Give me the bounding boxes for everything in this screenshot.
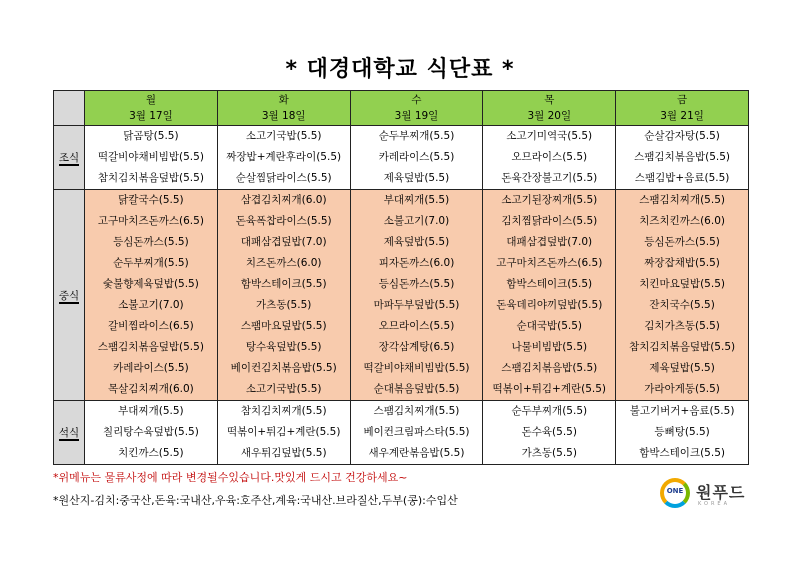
menu-item: 소고기된장찌개(5.5)	[501, 194, 598, 206]
menu-item: 부대찌개(5.5)	[383, 194, 450, 206]
menu-item: 제육덮밥(5.5)	[383, 236, 450, 248]
lunch-row	[54, 190, 749, 401]
menu-item: 카레라이스(5.5)	[378, 151, 455, 163]
menu-cell	[85, 126, 218, 190]
brand-logo	[660, 478, 750, 512]
menu-item: 돈육데리야끼덮밥(5.5)	[496, 299, 603, 311]
menu-item: 마파두부덮밥(5.5)	[373, 299, 460, 311]
meal-label-dinner: 석식	[54, 401, 85, 465]
menu-item: 치즈치킨까스(6.0)	[639, 215, 725, 227]
menu-cell	[616, 190, 749, 401]
menu-item: 등심돈까스(5.5)	[378, 278, 455, 290]
menu-item: 닭칼국수(5.5)	[118, 194, 184, 206]
menu-item: 순두부찌개(5.5)	[113, 257, 189, 269]
menu-item: 삼겹김치찌개(6.0)	[240, 194, 327, 206]
menu-item: 떡갈비야채비빔밥(5.5)	[97, 151, 204, 163]
menu-item: 탕수육덮밥(5.5)	[245, 341, 322, 353]
menu-item: 칠리탕수육덮밥(5.5)	[102, 426, 199, 438]
menu-item: 스팸김밥+음료(5.5)	[634, 172, 730, 184]
menu-item: 스팸김치찌개(5.5)	[639, 194, 725, 206]
menu-item: 잔치국수(5.5)	[649, 299, 715, 311]
menu-item: 짜장밥+계란후라이(5.5)	[226, 151, 342, 163]
menu-item: 순대국밥(5.5)	[516, 320, 583, 332]
menu-item: 김치찜닭라이스(5.5)	[501, 215, 598, 227]
menu-cell	[85, 401, 218, 465]
menu-item: 닭곰탕(5.5)	[123, 130, 179, 142]
menu-item: 돈육간장불고기(5.5)	[501, 172, 598, 184]
menu-item: 치킨마요덮밥(5.5)	[639, 278, 725, 290]
menu-item: 스팸김치볶음밥(5.5)	[634, 151, 731, 163]
menu-item: 대패삼겹덮밥(7.0)	[506, 236, 593, 248]
menu-item: 스팸김치볶음밥(5.5)	[501, 362, 598, 374]
menu-item: 순두부찌개(5.5)	[511, 405, 588, 417]
logo-mark: ONE	[666, 487, 684, 495]
menu-item: 떡갈비야채비빔밥(5.5)	[363, 362, 470, 374]
menu-cell	[483, 401, 616, 465]
menu-item: 피자돈까스(6.0)	[378, 257, 455, 269]
breakfast-row	[54, 126, 749, 190]
meal-label-lunch: 중식	[54, 190, 85, 401]
meal-label-breakfast: 조식	[54, 126, 85, 190]
menu-item: 장각삼계탕(6.5)	[378, 341, 455, 353]
corner-cell	[54, 91, 85, 126]
menu-item: 순두부찌개(5.5)	[378, 130, 455, 142]
menu-item: 스팸김치볶음덮밥(5.5)	[97, 341, 204, 353]
day-header-mon: 월 3월 17일	[85, 91, 218, 126]
menu-cell	[483, 190, 616, 401]
menu-cell	[85, 190, 218, 401]
menu-item: 고구마치즈돈까스(6.5)	[97, 215, 204, 227]
menu-item: 치즈돈까스(6.0)	[245, 257, 322, 269]
logo-name: 원푸드	[696, 483, 746, 502]
menu-item: 스팸김치찌개(5.5)	[373, 405, 460, 417]
menu-item: 돈수육(5.5)	[521, 426, 577, 438]
menu-item: 나물비빔밥(5.5)	[511, 341, 588, 353]
day-header-wed: 수 3월 19일	[350, 91, 483, 126]
menu-item: 오므라이스(5.5)	[378, 320, 455, 332]
menu-cell	[350, 401, 483, 465]
menu-item: 숯불향제육덮밥(5.5)	[102, 278, 199, 290]
menu-cell	[483, 126, 616, 190]
menu-cell	[616, 126, 749, 190]
menu-item: 함박스테이크(5.5)	[240, 278, 327, 290]
menu-item: 고구마치즈돈까스(6.5)	[496, 257, 603, 269]
menu-item: 순살감자탕(5.5)	[644, 130, 720, 142]
menu-item: 소고기국밥(5.5)	[245, 130, 322, 142]
menu-item: 함박스테이크(5.5)	[506, 278, 593, 290]
menu-item: 대패삼겹덮밥(7.0)	[240, 236, 327, 248]
menu-item: 카레라이스(5.5)	[113, 362, 189, 374]
page-title: * 대경대학교 식단표 *	[285, 57, 515, 82]
menu-cell	[217, 401, 350, 465]
menu-item: 갈비찜라이스(6.5)	[108, 320, 194, 332]
day-header-tue: 화 3월 18일	[217, 91, 350, 126]
menu-item: 참치김치볶음덮밥(5.5)	[97, 172, 204, 184]
logo-sub: KOREA	[698, 501, 730, 507]
menu-item: 불고기버거+음료(5.5)	[629, 405, 735, 417]
menu-item: 제육덮밥(5.5)	[649, 362, 715, 374]
menu-item: 소고기미역국(5.5)	[506, 130, 593, 142]
menu-item: 돈육폭찹라이스(5.5)	[235, 215, 332, 227]
menu-item: 가츠동(5.5)	[256, 299, 312, 311]
menu-item: 가츠동(5.5)	[521, 447, 577, 459]
menu-item: 참치김치볶음덮밥(5.5)	[629, 341, 736, 353]
menu-item: 소불고기(7.0)	[383, 215, 450, 227]
menu-item: 베이컨김치볶음밥(5.5)	[230, 362, 337, 374]
menu-item: 부대찌개(5.5)	[118, 405, 184, 417]
menu-item: 등심돈까스(5.5)	[113, 236, 189, 248]
menu-item: 소불고기(7.0)	[118, 299, 184, 311]
menu-item: 순살찜닭라이스(5.5)	[235, 172, 332, 184]
menu-item: 새우튀김덮밥(5.5)	[240, 447, 327, 459]
dinner-row	[54, 401, 749, 465]
menu-item: 떡볶이+튀김+계란(5.5)	[492, 383, 607, 395]
menu-cell	[350, 190, 483, 401]
menu-cell	[616, 401, 749, 465]
menu-item: 순대볶음덮밥(5.5)	[373, 383, 460, 395]
menu-item: 소고기국밥(5.5)	[245, 383, 322, 395]
menu-item: 참치김치찌개(5.5)	[240, 405, 327, 417]
notice-text: *위메뉴는 물류사정에 따라 변경될수있습니다.맛있게 드시고 건강하세요~	[53, 471, 408, 484]
menu-item: 떡볶이+튀김+계란(5.5)	[226, 426, 341, 438]
menu-cell	[217, 190, 350, 401]
day-header-row	[54, 91, 749, 126]
menu-item: 제육덮밥(5.5)	[383, 172, 450, 184]
menu-item: 등뼈탕(5.5)	[654, 426, 710, 438]
menu-item: 스팸마요덮밥(5.5)	[240, 320, 327, 332]
menu-item: 가라아게동(5.5)	[644, 383, 720, 395]
menu-item: 새우계란볶음밥(5.5)	[368, 447, 465, 459]
menu-item: 베이컨크림파스타(5.5)	[363, 426, 470, 438]
menu-item: 치킨까스(5.5)	[118, 447, 184, 459]
day-header-thu: 목 3월 20일	[483, 91, 616, 126]
menu-table	[53, 90, 749, 465]
menu-item: 목살김치찌개(6.0)	[108, 383, 194, 395]
menu-item: 짜장잡채밥(5.5)	[644, 257, 720, 269]
menu-cell	[350, 126, 483, 190]
menu-item: 오므라이스(5.5)	[511, 151, 588, 163]
menu-cell	[217, 126, 350, 190]
origin-text: *원산지-김치:중국산,돈육:국내산,우육:호주산,계육:국내산.브라질산,두부(콩):수입산	[53, 494, 458, 507]
day-header-fri: 금 3월 21일	[616, 91, 749, 126]
menu-item: 함박스테이크(5.5)	[639, 447, 725, 459]
menu-item: 등심돈까스(5.5)	[644, 236, 720, 248]
menu-item: 김치가츠동(5.5)	[644, 320, 720, 332]
